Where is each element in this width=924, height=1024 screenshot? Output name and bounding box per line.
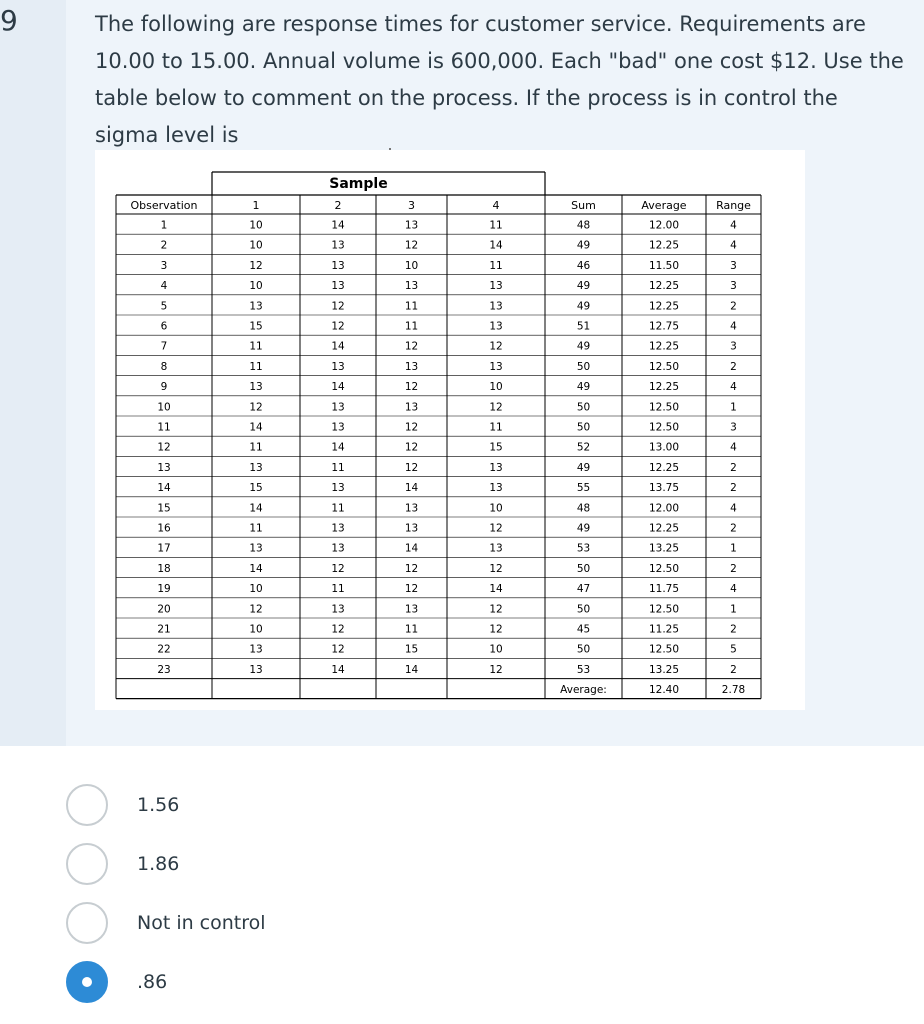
cell-r22-c1: 13 <box>249 643 263 656</box>
cell-r3-c1: 12 <box>249 259 263 272</box>
cell-r7-c5: 49 <box>576 340 591 353</box>
cell-r21-c7: 2 <box>730 623 737 636</box>
cell-r1-c2: 14 <box>331 219 345 232</box>
cell-r1-c0: 1 <box>160 219 168 232</box>
cell-r19-c2: 11 <box>331 583 345 596</box>
cell-r1-c7: 4 <box>730 219 737 232</box>
cell-r4-c5: 49 <box>576 280 591 293</box>
cell-r11-c7: 3 <box>730 421 737 434</box>
cell-r21-c6: 11.25 <box>648 623 680 636</box>
cell-r16-c2: 13 <box>331 522 345 535</box>
cell-r9-c4: 10 <box>489 381 503 394</box>
option-1[interactable] <box>66 780 466 830</box>
cell-r8-c6: 12.50 <box>648 360 680 373</box>
column-header-5: Sum <box>571 199 596 212</box>
cell-r17-c3: 14 <box>404 542 419 555</box>
cell-r20-c2: 13 <box>331 603 345 616</box>
cell-r19-c6: 11.75 <box>648 583 680 596</box>
cell-r10-c4: 12 <box>489 401 503 414</box>
cell-r13-c4: 13 <box>489 461 503 474</box>
cell-r16-c0: 16 <box>157 522 171 535</box>
cell-r5-c4: 13 <box>489 300 503 313</box>
cell-r14-c2: 13 <box>331 482 345 495</box>
cell-r21-c3: 11 <box>404 623 419 636</box>
cell-r20-c1: 12 <box>249 603 263 616</box>
cell-r9-c2: 14 <box>331 381 345 394</box>
option-2-radio[interactable] <box>66 843 108 885</box>
cell-r2-c2: 13 <box>331 239 345 252</box>
cell-r13-c3: 12 <box>404 461 419 474</box>
cell-r4-c6: 12.25 <box>648 280 680 293</box>
cell-r4-c4: 13 <box>489 280 503 293</box>
cell-r10-c5: 50 <box>576 401 591 414</box>
cell-r18-c1: 14 <box>249 562 263 575</box>
cell-r10-c2: 13 <box>331 401 345 414</box>
cell-r19-c0: 19 <box>157 583 171 596</box>
cell-r16-c5: 49 <box>576 522 591 535</box>
question-prompt: The following are response times for customer service. Requirements are 10.00 to 15.00. Annual volume is 600,000. Each "bad" one cost $12. Use the table below to comment on the process. If the process is in control the sigma level is <box>95 12 904 147</box>
cell-r14-c4: 13 <box>489 482 503 495</box>
data-table <box>95 150 805 710</box>
cell-r3-c2: 13 <box>331 259 345 272</box>
cell-r22-c0: 22 <box>157 643 171 656</box>
cell-r4-c1: 10 <box>249 280 263 293</box>
cell-r15-c2: 11 <box>331 502 345 515</box>
cell-r1-c4: 11 <box>489 219 503 232</box>
cell-r11-c6: 12.50 <box>648 421 680 434</box>
cell-r15-c7: 4 <box>730 502 737 515</box>
cell-r8-c3: 13 <box>404 360 419 373</box>
cell-r17-c7: 1 <box>730 542 737 555</box>
option-1-label: 1.56 <box>137 794 180 816</box>
cell-r17-c6: 13.25 <box>648 542 680 555</box>
data-table-image <box>95 150 805 710</box>
option-1-radio[interactable] <box>66 784 108 826</box>
cell-r14-c6: 13.75 <box>648 482 680 495</box>
cell-r14-c1: 15 <box>249 482 263 495</box>
cell-r8-c4: 13 <box>489 360 503 373</box>
cell-r6-c5: 51 <box>576 320 591 333</box>
cell-r22-c4: 10 <box>489 643 503 656</box>
cell-r4-c3: 13 <box>404 280 419 293</box>
cell-r13-c1: 13 <box>249 461 263 474</box>
cell-r20-c0: 20 <box>157 603 171 616</box>
cell-r4-c2: 13 <box>331 280 345 293</box>
cell-r12-c4: 15 <box>489 441 503 454</box>
cell-r20-c4: 12 <box>489 603 503 616</box>
cell-r22-c2: 12 <box>331 643 345 656</box>
cell-r15-c1: 14 <box>249 502 263 515</box>
cell-r10-c0: 10 <box>157 401 171 414</box>
cell-r10-c1: 12 <box>249 401 263 414</box>
cell-r11-c3: 12 <box>404 421 419 434</box>
cell-r23-c7: 2 <box>730 663 737 676</box>
cell-r9-c6: 12.25 <box>648 381 680 394</box>
cell-r12-c6: 13.00 <box>648 441 680 454</box>
cell-r7-c3: 12 <box>404 340 419 353</box>
column-header-3: 3 <box>408 199 415 212</box>
cell-r20-c3: 13 <box>404 603 419 616</box>
cell-r11-c0: 11 <box>157 421 171 434</box>
cell-r19-c4: 14 <box>489 583 503 596</box>
cell-r23-c1: 13 <box>249 663 263 676</box>
cell-r19-c1: 10 <box>249 583 263 596</box>
cell-r19-c3: 12 <box>404 583 419 596</box>
sample-group-header: Sample <box>329 176 388 192</box>
cell-r5-c0: 5 <box>160 300 168 313</box>
cell-r15-c5: 48 <box>576 502 591 515</box>
option-4-radio[interactable] <box>66 961 108 1003</box>
cell-r13-c2: 11 <box>331 461 345 474</box>
cell-r9-c7: 4 <box>730 381 737 394</box>
cell-r16-c3: 13 <box>404 522 419 535</box>
cell-r2-c4: 14 <box>489 239 503 252</box>
cell-r20-c6: 12.50 <box>648 603 680 616</box>
cell-r23-c3: 14 <box>404 663 419 676</box>
cell-r18-c4: 12 <box>489 562 503 575</box>
cell-r6-c7: 4 <box>730 320 737 333</box>
cell-r20-c5: 50 <box>576 603 591 616</box>
cell-r23-c2: 14 <box>331 663 345 676</box>
cell-r9-c1: 13 <box>249 381 263 394</box>
answer-options <box>0 746 924 1024</box>
cell-r2-c1: 10 <box>249 239 263 252</box>
cell-r7-c2: 14 <box>331 340 345 353</box>
cell-r12-c0: 12 <box>157 441 171 454</box>
cell-r17-c1: 13 <box>249 542 263 555</box>
cell-r19-c5: 47 <box>576 583 591 596</box>
option-3[interactable] <box>66 898 466 948</box>
footer-label: Average: <box>560 684 607 697</box>
cell-r16-c4: 12 <box>489 522 503 535</box>
cell-r17-c5: 53 <box>576 542 591 555</box>
cell-r10-c6: 12.50 <box>648 401 680 414</box>
cell-r9-c0: 9 <box>160 381 168 394</box>
column-header-0: Observation <box>130 199 198 212</box>
option-2-label: 1.86 <box>137 853 180 875</box>
cell-r23-c0: 23 <box>157 663 171 676</box>
cell-r2-c3: 12 <box>404 239 419 252</box>
cell-r13-c7: 2 <box>730 461 737 474</box>
cell-r4-c7: 3 <box>730 280 737 293</box>
cell-r5-c3: 11 <box>404 300 419 313</box>
cell-r15-c0: 15 <box>157 502 171 515</box>
cell-r23-c5: 53 <box>576 663 591 676</box>
cell-r3-c5: 46 <box>576 259 591 272</box>
cell-r7-c1: 11 <box>249 340 263 353</box>
cell-r18-c6: 12.50 <box>648 562 680 575</box>
cell-r8-c2: 13 <box>331 360 345 373</box>
cell-r14-c3: 14 <box>404 482 419 495</box>
cell-r7-c0: 7 <box>160 340 168 353</box>
cell-r17-c2: 13 <box>331 542 345 555</box>
cell-r8-c7: 2 <box>730 360 737 373</box>
cell-r12-c1: 11 <box>249 441 263 454</box>
cell-r22-c5: 50 <box>576 643 591 656</box>
cell-r1-c3: 13 <box>404 219 419 232</box>
cell-r16-c7: 2 <box>730 522 737 535</box>
option-4-label: .86 <box>137 971 168 993</box>
cell-r21-c5: 45 <box>576 623 591 636</box>
cell-r8-c0: 8 <box>160 360 168 373</box>
cell-r13-c0: 13 <box>157 461 171 474</box>
cell-r1-c5: 48 <box>576 219 591 232</box>
cell-r22-c7: 5 <box>730 643 737 656</box>
cell-r9-c3: 12 <box>404 381 419 394</box>
cell-r11-c2: 13 <box>331 421 345 434</box>
footer-range: 2.78 <box>721 684 746 697</box>
cell-r14-c7: 2 <box>730 482 737 495</box>
cell-r14-c5: 55 <box>576 482 591 495</box>
cell-r12-c2: 14 <box>331 441 345 454</box>
cell-r11-c1: 14 <box>249 421 263 434</box>
cell-r9-c5: 49 <box>576 381 591 394</box>
cell-r23-c4: 12 <box>489 663 503 676</box>
cell-r3-c3: 10 <box>404 259 419 272</box>
cell-r5-c2: 12 <box>331 300 345 313</box>
cell-r6-c1: 15 <box>249 320 263 333</box>
cell-r2-c5: 49 <box>576 239 591 252</box>
option-2[interactable] <box>66 839 466 889</box>
cell-r11-c4: 11 <box>489 421 503 434</box>
cell-r4-c0: 4 <box>160 280 168 293</box>
cell-r21-c2: 12 <box>331 623 345 636</box>
cell-r12-c7: 4 <box>730 441 737 454</box>
cell-r5-c1: 13 <box>249 300 263 313</box>
cell-r7-c6: 12.25 <box>648 340 680 353</box>
cell-r22-c6: 12.50 <box>648 643 680 656</box>
cell-r8-c1: 11 <box>249 360 263 373</box>
cell-r20-c7: 1 <box>730 603 737 616</box>
cell-r18-c5: 50 <box>576 562 591 575</box>
cell-r15-c6: 12.00 <box>648 502 680 515</box>
question-number: 9 <box>0 4 18 37</box>
option-4[interactable] <box>66 957 466 1007</box>
cell-r11-c5: 50 <box>576 421 591 434</box>
cell-r18-c2: 12 <box>331 562 345 575</box>
cell-r1-c1: 10 <box>249 219 263 232</box>
column-header-4: 4 <box>492 199 500 212</box>
cell-r6-c4: 13 <box>489 320 503 333</box>
cell-r2-c0: 2 <box>160 239 168 252</box>
option-3-label: Not in control <box>137 912 266 934</box>
cell-r12-c3: 12 <box>404 441 419 454</box>
cell-r2-c6: 12.25 <box>648 239 680 252</box>
cell-r22-c3: 15 <box>404 643 419 656</box>
cell-r23-c6: 13.25 <box>648 663 680 676</box>
cell-r16-c6: 12.25 <box>648 522 680 535</box>
cell-r21-c1: 10 <box>249 623 263 636</box>
question-number-column <box>0 0 66 746</box>
cell-r19-c7: 4 <box>730 583 737 596</box>
cell-r3-c4: 11 <box>489 259 503 272</box>
cell-r13-c6: 12.25 <box>648 461 680 474</box>
cell-r17-c0: 17 <box>157 542 171 555</box>
cell-r6-c6: 12.75 <box>648 320 680 333</box>
cell-r5-c6: 12.25 <box>648 300 680 313</box>
cell-r3-c6: 11.50 <box>648 259 680 272</box>
cell-r13-c5: 49 <box>576 461 591 474</box>
cell-r21-c0: 21 <box>157 623 171 636</box>
column-header-2: 2 <box>334 199 342 212</box>
cell-r17-c4: 13 <box>489 542 503 555</box>
cell-r6-c2: 12 <box>331 320 345 333</box>
cell-r7-c7: 3 <box>730 340 737 353</box>
cell-r14-c0: 14 <box>157 482 171 495</box>
cell-r18-c0: 18 <box>157 562 171 575</box>
cell-r3-c7: 3 <box>730 259 737 272</box>
cell-r21-c4: 12 <box>489 623 503 636</box>
cell-r16-c1: 11 <box>249 522 263 535</box>
cell-r7-c4: 12 <box>489 340 503 353</box>
cell-r6-c3: 11 <box>404 320 419 333</box>
column-header-1: 1 <box>252 199 260 212</box>
column-header-7: Range <box>716 199 751 212</box>
cell-r15-c3: 13 <box>404 502 419 515</box>
cell-r12-c5: 52 <box>576 441 591 454</box>
cell-r1-c6: 12.00 <box>648 219 680 232</box>
option-3-radio[interactable] <box>66 902 108 944</box>
cell-r18-c7: 2 <box>730 562 737 575</box>
cell-r6-c0: 6 <box>160 320 168 333</box>
footer-average: 12.40 <box>648 684 680 697</box>
cell-r5-c7: 2 <box>730 300 737 313</box>
cell-r3-c0: 3 <box>160 259 168 272</box>
cell-r15-c4: 10 <box>489 502 503 515</box>
cell-r18-c3: 12 <box>404 562 419 575</box>
cell-r8-c5: 50 <box>576 360 591 373</box>
cell-r10-c7: 1 <box>730 401 737 414</box>
column-header-6: Average <box>641 199 687 212</box>
cell-r10-c3: 13 <box>404 401 419 414</box>
cell-r5-c5: 49 <box>576 300 591 313</box>
cell-r2-c7: 4 <box>730 239 737 252</box>
